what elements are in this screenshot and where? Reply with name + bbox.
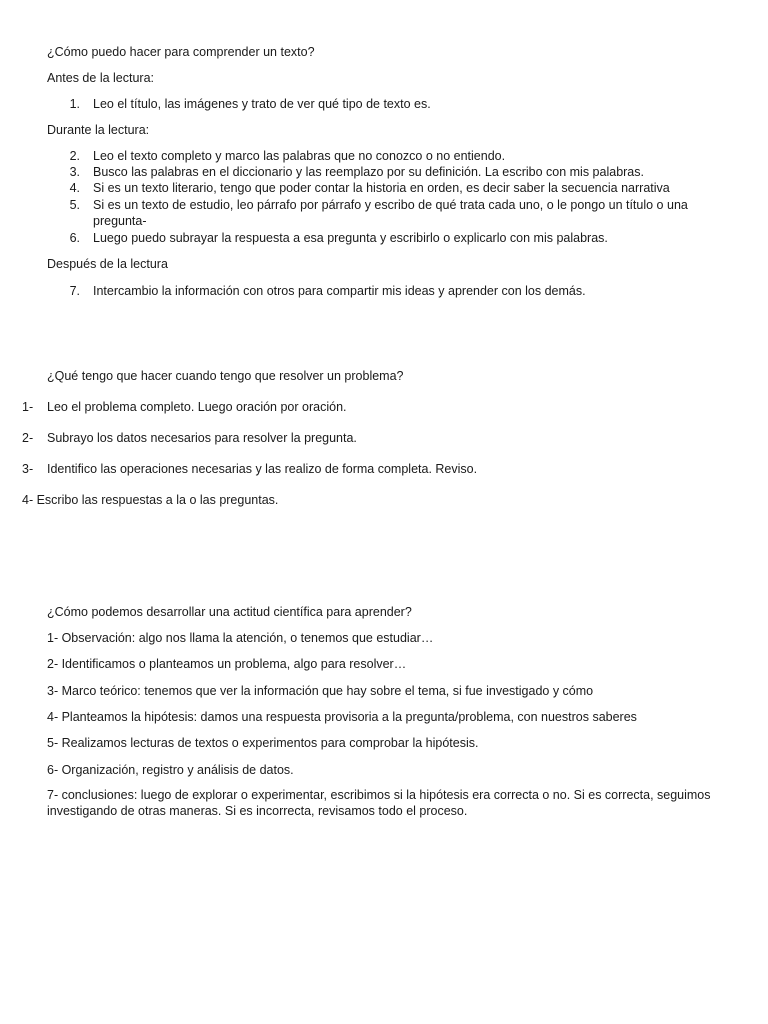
list-number: 7. (69, 284, 80, 298)
list-number: 1- (22, 400, 34, 414)
list-text: Intercambio la información con otros para compartir mis ideas y aprender con los demás. (93, 284, 586, 298)
list-item: 1- Observación: algo nos llama la atención, o tenemos que estudiar… (47, 631, 434, 645)
list-item: 4- Planteamos la hipótesis: damos una respuesta provisoria a la pregunta/problema, con nuestros saberes (47, 710, 637, 724)
list-number: 2. (69, 149, 80, 163)
list-item: 2- Identificamos o planteamos un problema, algo para resolver… (47, 657, 407, 671)
list-number: 3- (22, 462, 34, 476)
list-text: Leo el texto completo y marco las palabras que no conozco o no entiendo. (93, 149, 506, 163)
list-text: Luego puedo subrayar la respuesta a esa pregunta y escribirlo o explicarlo con mis palabras. (93, 231, 608, 245)
list-item: 6- Organización, registro y análisis de datos. (47, 763, 294, 777)
list-item: 4- Escribo las respuestas a la o las preguntas. (22, 493, 279, 507)
list-number: 6. (69, 231, 80, 245)
list-text: Si es un texto de estudio, leo párrafo por párrafo y escribo de qué trata cada uno, o le pongo un título o una pregunta- (93, 198, 688, 228)
section1-heading: ¿Cómo puedo hacer para comprender un texto? (47, 45, 315, 59)
list-text: Identifico las operaciones necesarias y las realizo de forma completa. Reviso. (47, 462, 478, 476)
list-text: Si es un texto literario, tengo que poder contar la historia en orden, es decir saber la secuencia narrativa (93, 181, 670, 195)
list-number: 2- (22, 431, 34, 445)
list-item: 7- conclusiones: luego de explorar o experimentar, escribimos si la hipótesis era correcta o no. Si es correcta, seguimos investigando de otras maneras. Si es incorrecta, revisamos todo el proceso. (47, 788, 711, 818)
before-reading-label: Antes de la lectura: (47, 71, 155, 85)
list-text: Leo el problema completo. Luego oración por oración. (47, 400, 347, 414)
list-text: Busco las palabras en el diccionario y las reemplazo por su definición. La escribo con mis palabras. (93, 165, 644, 179)
list-text: Leo el título, las imágenes y trato de ver qué tipo de texto es. (93, 97, 431, 111)
list-text: Subrayo los datos necesarios para resolver la pregunta. (47, 431, 357, 445)
after-reading-label: Después de la lectura (47, 257, 168, 271)
list-number: 5. (69, 198, 80, 212)
during-reading-label: Durante la lectura: (47, 123, 150, 137)
list-item: 5- Realizamos lecturas de textos o experimentos para comprobar la hipótesis. (47, 736, 479, 750)
list-number: 4. (69, 181, 80, 195)
section2-heading: ¿Qué tengo que hacer cuando tengo que resolver un problema? (47, 369, 404, 383)
section3-heading: ¿Cómo podemos desarrollar una actitud científica para aprender? (47, 605, 412, 619)
list-item: 3- Marco teórico: tenemos que ver la información que hay sobre el tema, si fue investigado y cómo (47, 684, 594, 698)
list-number: 3. (69, 165, 80, 179)
list-number: 1. (69, 97, 80, 111)
